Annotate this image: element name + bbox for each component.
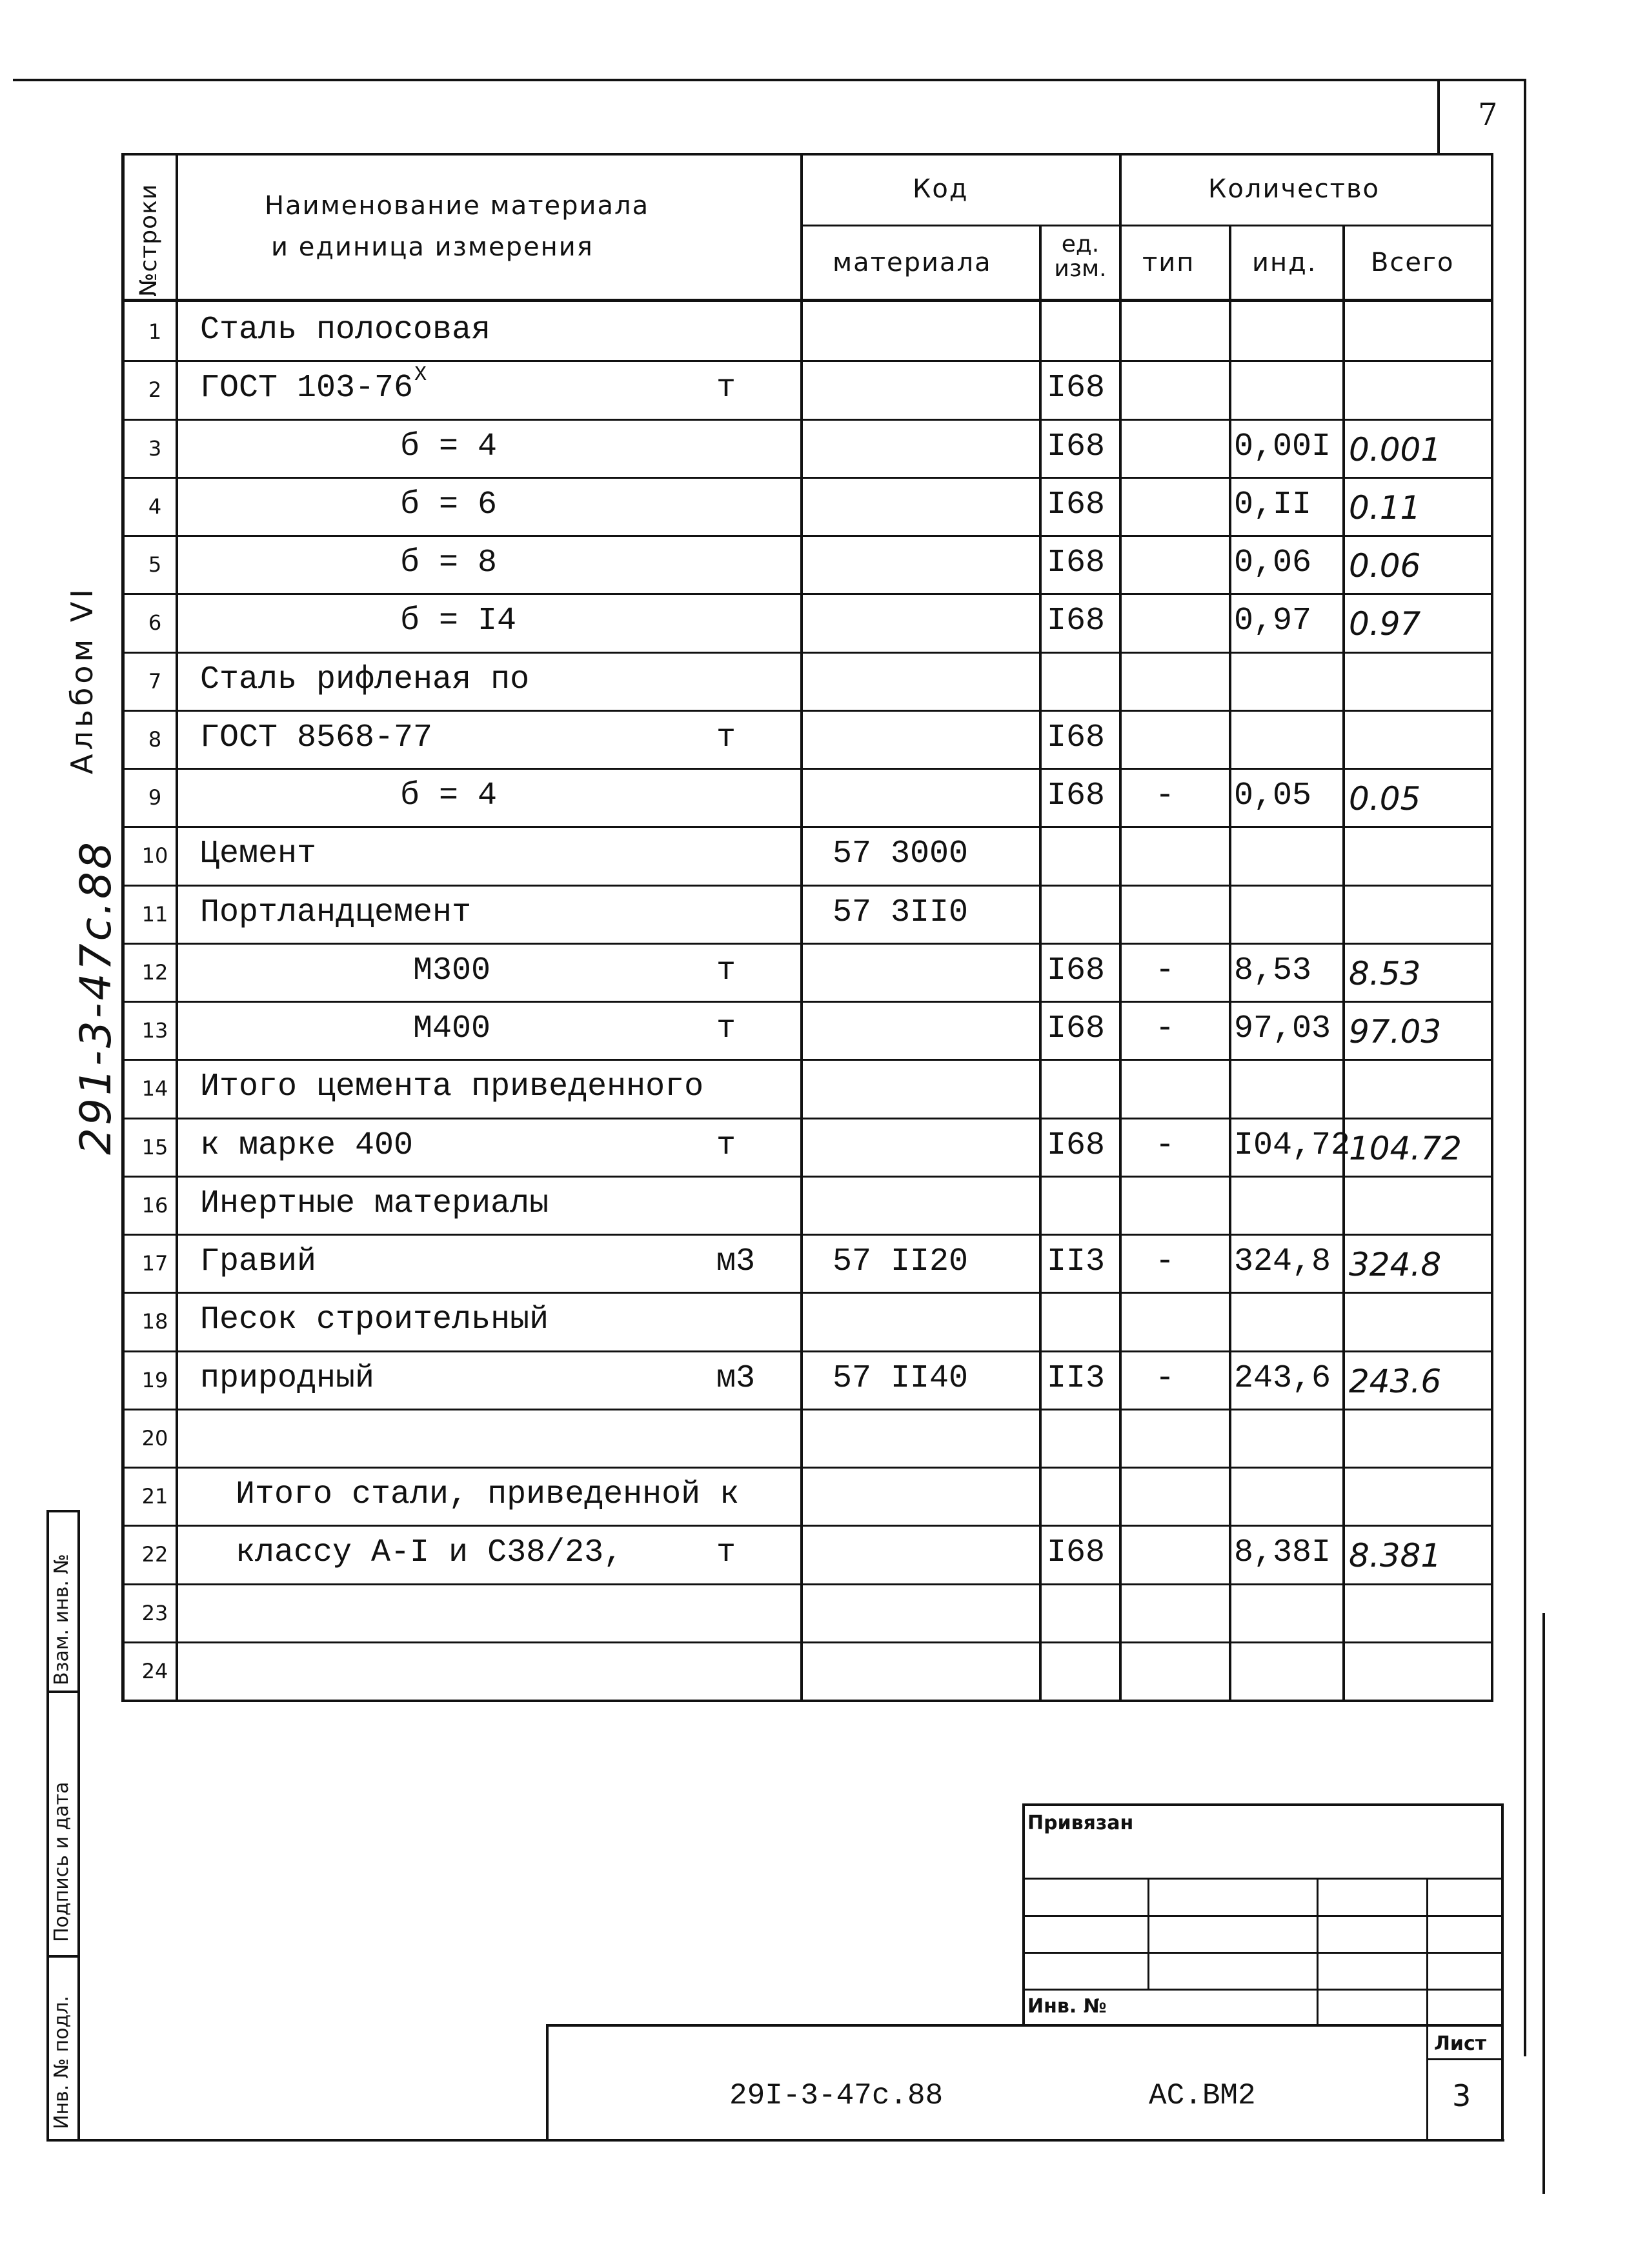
unit-code: I68 [1047, 603, 1106, 639]
row-separator [121, 768, 1493, 770]
qty-total: 324.8 [1349, 1246, 1442, 1283]
unit: т [716, 1010, 736, 1047]
header-name-line1: Наименование материала [265, 191, 650, 221]
unit: т [716, 952, 736, 989]
material-name: б = 4 [400, 428, 498, 465]
row-separator [121, 885, 1493, 887]
row-separator [121, 535, 1493, 537]
unit-code: II3 [1047, 1360, 1106, 1397]
material-name: ГОСТ 8568-77 [200, 719, 433, 756]
title-inv-no: Инв. № [1027, 1995, 1107, 2018]
title-doc-mark: АС.ВМ2 [1149, 2079, 1256, 2112]
row-separator [121, 1001, 1493, 1003]
material-name: б = 4 [400, 778, 498, 814]
material-name: б = 8 [400, 545, 498, 581]
row-number: 2 [148, 377, 162, 402]
header-qty-type: тип [1142, 248, 1195, 277]
material-code: 57 3II0 [833, 894, 969, 931]
qty-ind: 243,6 [1234, 1360, 1331, 1397]
qty-ind: 0,00I [1234, 428, 1331, 465]
row-number: 24 [141, 1659, 168, 1683]
unit-code: I68 [1047, 545, 1106, 581]
qty-type: - [1155, 1010, 1175, 1047]
material-name: природный [200, 1360, 375, 1397]
material-name: Песок строительный [200, 1301, 549, 1338]
unit-code: I68 [1047, 952, 1106, 989]
qty-type: - [1155, 778, 1175, 814]
material-name: Сталь рифленая по [200, 661, 530, 698]
row-number: 14 [141, 1076, 168, 1101]
material-name: Итого стали, приведенной к [236, 1476, 740, 1513]
row-separator [121, 710, 1493, 712]
row-separator [121, 360, 1493, 362]
qty-ind: 0,06 [1234, 545, 1312, 581]
unit-code: I68 [1047, 778, 1106, 814]
qty-ind: 0,97 [1234, 603, 1312, 639]
unit-code: II3 [1047, 1243, 1106, 1280]
header-row-no: №строки [136, 183, 162, 297]
frame-right [1524, 153, 1526, 2056]
material-name-superscript: X [414, 363, 427, 386]
row-number: 19 [141, 1368, 168, 1392]
row-number: 11 [141, 902, 168, 927]
material-code: 57 II40 [833, 1360, 969, 1397]
material-name: б = I4 [400, 603, 517, 639]
row-number: 22 [141, 1542, 168, 1567]
unit: м3 [716, 1360, 756, 1397]
row-number: 21 [141, 1484, 168, 1509]
unit-code: I68 [1047, 1127, 1106, 1164]
qty-ind: 0,II [1234, 487, 1312, 523]
row-number: 17 [141, 1251, 168, 1276]
unit: м3 [716, 1243, 756, 1280]
qty-total: 0.05 [1349, 780, 1421, 818]
top-rule [13, 79, 1526, 81]
qty-total: 97.03 [1349, 1013, 1442, 1050]
row-number: 10 [141, 843, 168, 868]
unit: т [716, 1127, 736, 1164]
material-name: Портландцемент [200, 894, 472, 931]
row-number: 9 [148, 785, 162, 810]
row-number: 18 [141, 1309, 168, 1334]
header-quantity: Количество [1208, 174, 1380, 204]
stamp-substitute-inv: Взам. инв. № [50, 1554, 73, 1685]
frame-right-far [1542, 1613, 1545, 2194]
row-number: 5 [148, 552, 162, 577]
material-name: Итого цемента приведенного [200, 1069, 704, 1105]
material-name: Цемент [200, 836, 317, 872]
qty-total: 8.381 [1349, 1537, 1442, 1574]
row-number: 8 [148, 727, 162, 752]
qty-total: 8.53 [1349, 955, 1421, 992]
qty-total: 0.06 [1349, 547, 1421, 585]
frame-bottom [77, 2139, 1504, 2142]
row-number: 23 [141, 1601, 168, 1625]
qty-ind: I04,72 [1234, 1127, 1351, 1164]
frame-left-stamp [77, 1510, 80, 2142]
row-number: 13 [141, 1018, 168, 1043]
row-separator [121, 1467, 1493, 1469]
header-qty-total: Всего [1371, 248, 1455, 277]
title-sheet-no: 3 [1452, 2078, 1471, 2113]
row-number: 15 [141, 1135, 168, 1159]
qty-ind: 0,05 [1234, 778, 1312, 814]
qty-total: 243.6 [1349, 1363, 1442, 1400]
material-name: ГОСТ 103-76 [200, 370, 414, 406]
unit: т [716, 719, 736, 756]
header-name-line2: и единица измерения [271, 232, 594, 262]
title-doc-code: 29I-3-47с.88 [729, 2079, 944, 2112]
unit-code: I68 [1047, 1534, 1106, 1571]
unit-code: I68 [1047, 487, 1106, 523]
unit-code: I68 [1047, 370, 1106, 406]
row-separator [121, 593, 1493, 595]
material-name: Сталь полосовая [200, 312, 491, 348]
qty-total: 0.001 [1349, 431, 1442, 468]
unit: т [716, 1534, 736, 1571]
row-number: 4 [148, 494, 162, 519]
unit-code: I68 [1047, 1010, 1106, 1047]
material-name: М300 [413, 952, 491, 989]
row-separator [121, 1525, 1493, 1527]
material-name: Инертные материалы [200, 1185, 549, 1222]
qty-type: - [1155, 1127, 1175, 1164]
row-separator [121, 1583, 1493, 1585]
stamp-original-inv: Инв. № подл. [50, 1996, 73, 2129]
header-code: Код [913, 174, 969, 204]
material-name: М400 [413, 1010, 491, 1047]
page-number-box-left [1437, 79, 1440, 153]
row-number: 7 [148, 669, 162, 694]
row-separator [121, 1118, 1493, 1119]
row-separator [121, 1176, 1493, 1178]
row-number: 16 [141, 1193, 168, 1218]
material-code: 57 II20 [833, 1243, 969, 1280]
row-separator [121, 1292, 1493, 1294]
header-qty-ind: инд. [1252, 248, 1317, 277]
qty-ind: 8,53 [1234, 952, 1312, 989]
unit-code: I68 [1047, 719, 1106, 756]
album-code: 291-3-47c.88 [71, 839, 121, 1155]
row-separator [121, 652, 1493, 654]
material-name: б = 6 [400, 487, 498, 523]
row-number: 3 [148, 436, 162, 461]
unit: т [716, 370, 736, 406]
row-separator [121, 477, 1493, 479]
row-separator [121, 1409, 1493, 1410]
qty-total: 104.72 [1349, 1130, 1462, 1167]
page-number: 7 [1478, 97, 1498, 133]
material-name: Гравий [200, 1243, 317, 1280]
page-number-box-right [1524, 79, 1526, 153]
row-separator [121, 419, 1493, 421]
material-code: 57 3000 [833, 836, 969, 872]
row-separator [121, 1641, 1493, 1643]
row-number: 1 [148, 319, 162, 344]
header-code-unit: ед. изм. [1054, 231, 1107, 282]
row-number: 6 [148, 610, 162, 635]
material-name: классу А-I и С38/23, [236, 1534, 623, 1571]
qty-total: 0.97 [1349, 605, 1421, 643]
qty-type: - [1155, 952, 1175, 989]
unit-code: I68 [1047, 428, 1106, 465]
row-number: 20 [141, 1426, 168, 1450]
qty-type: - [1155, 1360, 1175, 1397]
qty-type: - [1155, 1243, 1175, 1280]
album-label: Альбом VI [65, 585, 99, 774]
row-separator [121, 826, 1493, 828]
row-separator [121, 1059, 1493, 1061]
qty-ind: 324,8 [1234, 1243, 1331, 1280]
qty-total: 0.11 [1349, 489, 1421, 527]
row-separator [121, 1350, 1493, 1352]
material-name: к марке 400 [200, 1127, 414, 1164]
row-number: 12 [141, 960, 168, 985]
qty-ind: 8,38I [1234, 1534, 1331, 1571]
qty-ind: 97,03 [1234, 1010, 1331, 1047]
header-code-material: материала [833, 248, 992, 277]
title-sheet-label: Лист [1434, 2032, 1487, 2055]
title-bound: Привязан [1027, 1812, 1134, 1834]
stamp-signature-date: Подпись и дата [50, 1781, 73, 1942]
row-separator [121, 943, 1493, 945]
row-separator [121, 1234, 1493, 1236]
